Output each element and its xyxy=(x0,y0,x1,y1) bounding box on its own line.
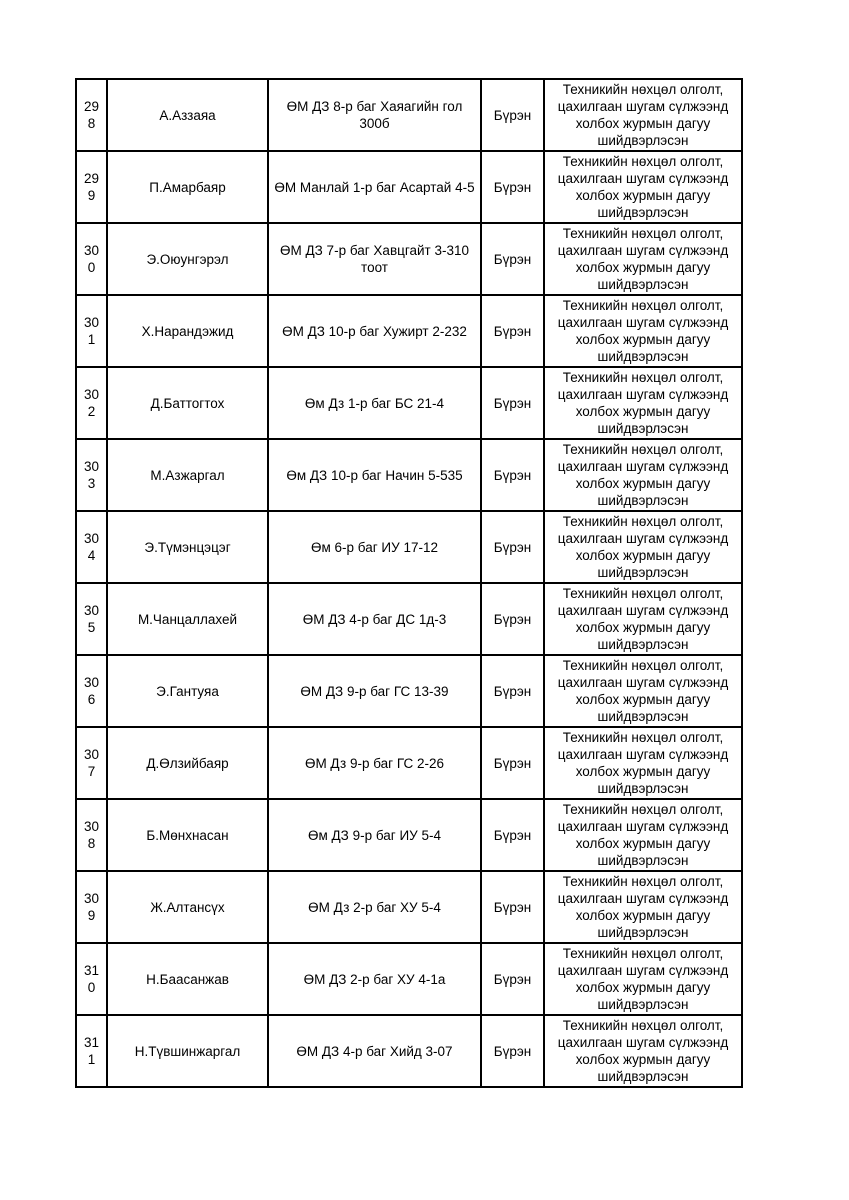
name-cell: М.Чанцаллахей xyxy=(107,583,268,655)
resolution-cell: Техникийн нөхцөл олголт, цахилгаан шугам сүлжээнд холбох журмын дагуу шийдвэрлэсэн xyxy=(544,799,742,871)
resolution-cell: Техникийн нөхцөл олголт, цахилгаан шугам сүлжээнд холбох журмын дагуу шийдвэрлэсэн xyxy=(544,583,742,655)
address-cell: ӨМ ДЗ 10-р баг Хужирт 2-232 xyxy=(268,295,481,367)
row-number-cell: 298 xyxy=(76,79,107,151)
resolution-cell: Техникийн нөхцөл олголт, цахилгаан шугам сүлжээнд холбох журмын дагуу шийдвэрлэсэн xyxy=(544,79,742,151)
name-cell: Б.Мөнхнасан xyxy=(107,799,268,871)
status-cell: Бүрэн xyxy=(481,511,544,583)
row-number-cell: 308 xyxy=(76,799,107,871)
status-cell: Бүрэн xyxy=(481,1015,544,1087)
table-row xyxy=(76,727,742,799)
name-cell: М.Азжаргал xyxy=(107,439,268,511)
status-cell: Бүрэн xyxy=(481,727,544,799)
row-number-cell: 310 xyxy=(76,943,107,1015)
table-row xyxy=(76,943,742,1015)
name-cell: Э.Гантуяа xyxy=(107,655,268,727)
table-row xyxy=(76,151,742,223)
table-row xyxy=(76,367,742,439)
address-cell: ӨМ ДЗ 7-р баг Хавцгайт 3-310 тоот xyxy=(268,223,481,295)
name-cell: Н.Түвшинжаргал xyxy=(107,1015,268,1087)
table-row xyxy=(76,295,742,367)
row-number-cell: 306 xyxy=(76,655,107,727)
row-number-cell: 303 xyxy=(76,439,107,511)
row-number-cell: 299 xyxy=(76,151,107,223)
table-row xyxy=(76,871,742,943)
table-row xyxy=(76,1015,742,1087)
name-cell: Э.Оюунгэрэл xyxy=(107,223,268,295)
resolution-cell: Техникийн нөхцөл олголт, цахилгаан шугам сүлжээнд холбох журмын дагуу шийдвэрлэсэн xyxy=(544,295,742,367)
row-number-cell: 300 xyxy=(76,223,107,295)
applicants-table xyxy=(75,78,743,1088)
row-number-cell: 311 xyxy=(76,1015,107,1087)
table-row xyxy=(76,583,742,655)
name-cell: П.Амарбаяр xyxy=(107,151,268,223)
resolution-cell: Техникийн нөхцөл олголт, цахилгаан шугам сүлжээнд холбох журмын дагуу шийдвэрлэсэн xyxy=(544,367,742,439)
address-cell: ӨМ ДЗ 8-р баг Хаяагийн гол 300б xyxy=(268,79,481,151)
name-cell: Д.Баттогтох xyxy=(107,367,268,439)
status-cell: Бүрэн xyxy=(481,655,544,727)
resolution-cell: Техникийн нөхцөл олголт, цахилгаан шугам сүлжээнд холбох журмын дагуу шийдвэрлэсэн xyxy=(544,223,742,295)
address-cell: ӨМ Дз 2-р баг ХУ 5-4 xyxy=(268,871,481,943)
address-cell: Өм 6-р баг ИУ 17-12 xyxy=(268,511,481,583)
row-number-cell: 304 xyxy=(76,511,107,583)
status-cell: Бүрэн xyxy=(481,799,544,871)
address-cell: Өм ДЗ 9-р баг ИУ 5-4 xyxy=(268,799,481,871)
status-cell: Бүрэн xyxy=(481,223,544,295)
status-cell: Бүрэн xyxy=(481,151,544,223)
status-cell: Бүрэн xyxy=(481,367,544,439)
address-cell: ӨМ ДЗ 9-р баг ГС 13-39 xyxy=(268,655,481,727)
name-cell: Н.Баасанжав xyxy=(107,943,268,1015)
status-cell: Бүрэн xyxy=(481,943,544,1015)
status-cell: Бүрэн xyxy=(481,79,544,151)
address-cell: ӨМ ДЗ 2-р баг ХУ 4-1а xyxy=(268,943,481,1015)
resolution-cell: Техникийн нөхцөл олголт, цахилгаан шугам сүлжээнд холбох журмын дагуу шийдвэрлэсэн xyxy=(544,511,742,583)
resolution-cell: Техникийн нөхцөл олголт, цахилгаан шугам сүлжээнд холбох журмын дагуу шийдвэрлэсэн xyxy=(544,1015,742,1087)
table-row xyxy=(76,439,742,511)
resolution-cell: Техникийн нөхцөл олголт, цахилгаан шугам сүлжээнд холбох журмын дагуу шийдвэрлэсэн xyxy=(544,943,742,1015)
row-number-cell: 307 xyxy=(76,727,107,799)
address-cell: Өм Дз 1-р баг БС 21-4 xyxy=(268,367,481,439)
row-number-cell: 302 xyxy=(76,367,107,439)
status-cell: Бүрэн xyxy=(481,439,544,511)
address-cell: ӨМ Дз 9-р баг ГС 2-26 xyxy=(268,727,481,799)
address-cell: Өм ДЗ 10-р баг Начин 5-535 xyxy=(268,439,481,511)
name-cell: Д.Өлзийбаяр xyxy=(107,727,268,799)
row-number-cell: 305 xyxy=(76,583,107,655)
address-cell: ӨМ ДЗ 4-р баг Хийд 3-07 xyxy=(268,1015,481,1087)
resolution-cell: Техникийн нөхцөл олголт, цахилгаан шугам сүлжээнд холбох журмын дагуу шийдвэрлэсэн xyxy=(544,655,742,727)
status-cell: Бүрэн xyxy=(481,871,544,943)
table-row xyxy=(76,799,742,871)
table-row xyxy=(76,511,742,583)
address-cell: ӨМ ДЗ 4-р баг ДС 1д-3 xyxy=(268,583,481,655)
table-row xyxy=(76,79,742,151)
resolution-cell: Техникийн нөхцөл олголт, цахилгаан шугам сүлжээнд холбох журмын дагуу шийдвэрлэсэн xyxy=(544,871,742,943)
status-cell: Бүрэн xyxy=(481,295,544,367)
resolution-cell: Техникийн нөхцөл олголт, цахилгаан шугам сүлжээнд холбох журмын дагуу шийдвэрлэсэн xyxy=(544,727,742,799)
row-number-cell: 309 xyxy=(76,871,107,943)
name-cell: А.Аззаяа xyxy=(107,79,268,151)
name-cell: Э.Түмэнцэцэг xyxy=(107,511,268,583)
address-cell: ӨМ Манлай 1-р баг Асартай 4-5 xyxy=(268,151,481,223)
status-cell: Бүрэн xyxy=(481,583,544,655)
name-cell: Ж.Алтансүх xyxy=(107,871,268,943)
row-number-cell: 301 xyxy=(76,295,107,367)
name-cell: Х.Нарандэжид xyxy=(107,295,268,367)
table-row xyxy=(76,223,742,295)
table-row xyxy=(76,655,742,727)
resolution-cell: Техникийн нөхцөл олголт, цахилгаан шугам сүлжээнд холбох журмын дагуу шийдвэрлэсэн xyxy=(544,439,742,511)
resolution-cell: Техникийн нөхцөл олголт, цахилгаан шугам сүлжээнд холбох журмын дагуу шийдвэрлэсэн xyxy=(544,151,742,223)
